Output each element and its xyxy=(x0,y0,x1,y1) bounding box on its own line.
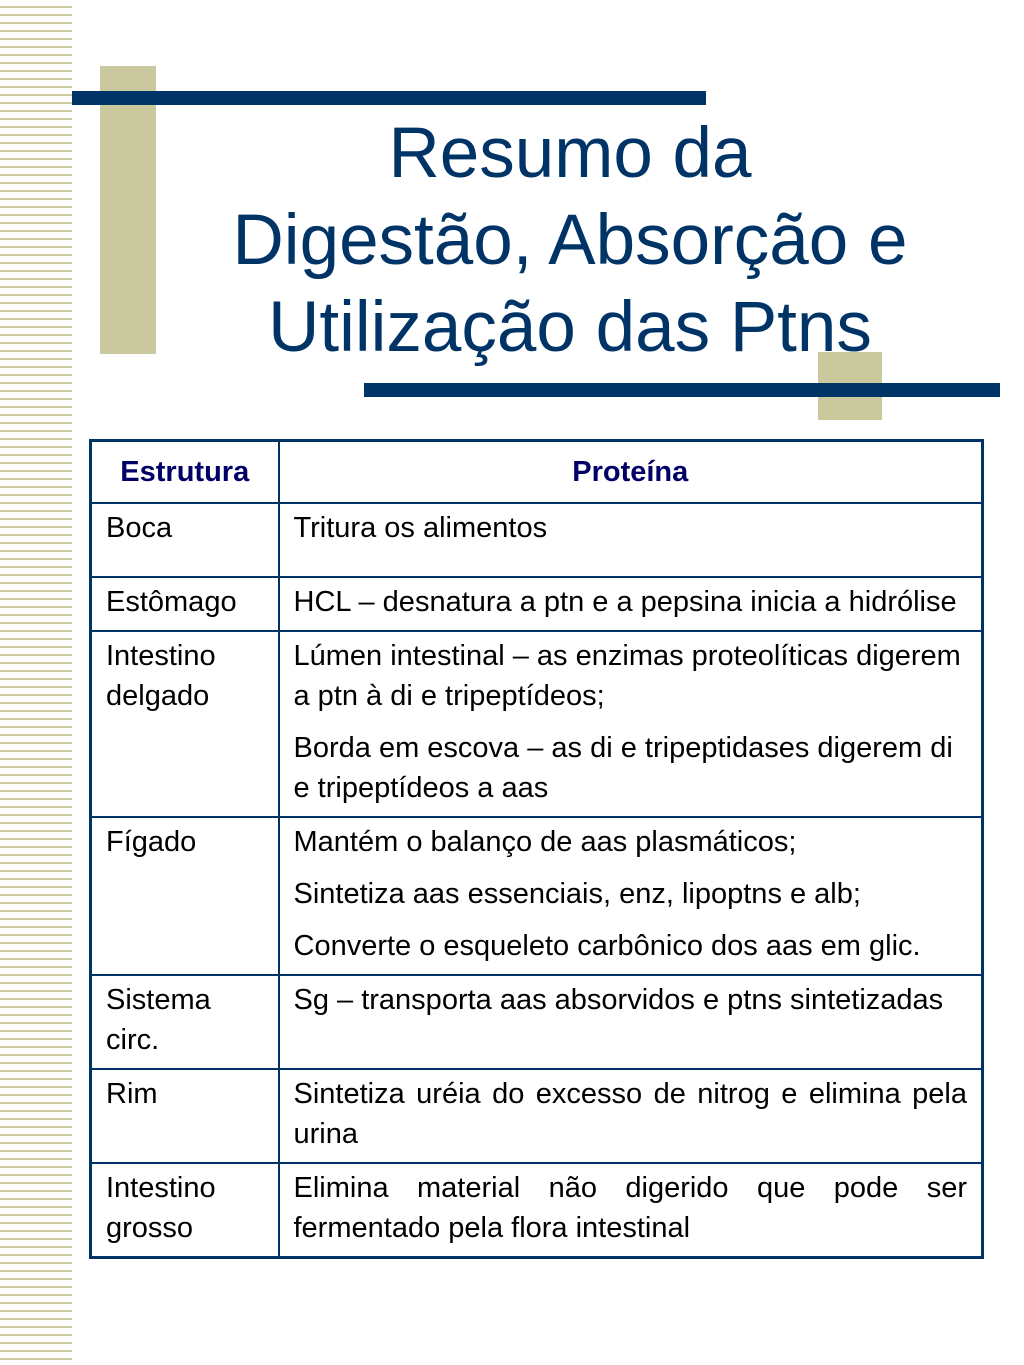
cell-proteina xyxy=(279,1163,983,1258)
striped-margin-decoration xyxy=(0,0,72,1365)
cell-proteina xyxy=(279,1069,983,1163)
cell-proteina xyxy=(279,631,983,817)
cell-proteina xyxy=(279,577,983,631)
cell-proteina xyxy=(279,817,983,975)
cell-estrutura: Boca xyxy=(91,503,279,577)
header-estrutura: Estrutura xyxy=(91,441,279,504)
table-row xyxy=(91,817,983,975)
cell-paragraph: Lúmen intestinal – as enzimas proteolíticas digerem a ptn à di e tripeptídeos; xyxy=(293,640,961,712)
cell-proteina xyxy=(279,975,983,1069)
cell-paragraph: Borda em escova – as di e tripeptidases digerem di e tripeptídeos a aas xyxy=(293,732,953,804)
cell-paragraph: Converte o esqueleto carbônico dos aas em glic. xyxy=(293,930,921,962)
cell-paragraph: Mantém o balanço de aas plasmáticos; xyxy=(293,826,797,858)
table-row xyxy=(91,1163,983,1258)
cell-proteina xyxy=(279,503,983,577)
digestion-summary-table xyxy=(89,439,984,1259)
cell-paragraph: Sg – transporta aas absorvidos e ptns sintetizadas xyxy=(293,984,944,1016)
table-row xyxy=(91,975,983,1069)
cell-estrutura: Sistema circ. xyxy=(91,975,279,1069)
table-row xyxy=(91,503,983,577)
decorative-block-left xyxy=(100,66,156,354)
table-row xyxy=(91,631,983,817)
cell-estrutura: Fígado xyxy=(91,817,279,975)
cell-paragraph: Sintetiza aas essenciais, enz, lipoptns e alb; xyxy=(293,878,861,910)
table-row xyxy=(91,577,983,631)
table-header-row xyxy=(91,441,983,504)
title-line-3: Utilização das Ptns xyxy=(268,288,872,367)
title-line-1: Resumo da xyxy=(388,114,752,193)
header-proteina: Proteína xyxy=(279,441,983,504)
cell-paragraph: Elimina material não digerido que pode ser fermentado pela flora intestinal xyxy=(293,1172,967,1244)
cell-paragraph: Tritura os alimentos xyxy=(293,512,548,544)
table-row xyxy=(91,1069,983,1163)
cell-estrutura: Estômago xyxy=(91,577,279,631)
cell-paragraph: HCL – desnatura a ptn e a pepsina inicia a hidrólise xyxy=(293,586,957,618)
cell-paragraph: Sintetiza uréia do excesso de nitrog e elimina pela urina xyxy=(293,1078,967,1150)
slide-title xyxy=(150,110,990,371)
title-line-2: Digestão, Absorção e xyxy=(232,201,908,280)
title-bar-top xyxy=(72,91,706,105)
cell-estrutura: Intestino delgado xyxy=(91,631,279,817)
cell-estrutura: Rim xyxy=(91,1069,279,1163)
cell-estrutura: Intestino grosso xyxy=(91,1163,279,1258)
title-bar-bottom xyxy=(364,383,1000,397)
